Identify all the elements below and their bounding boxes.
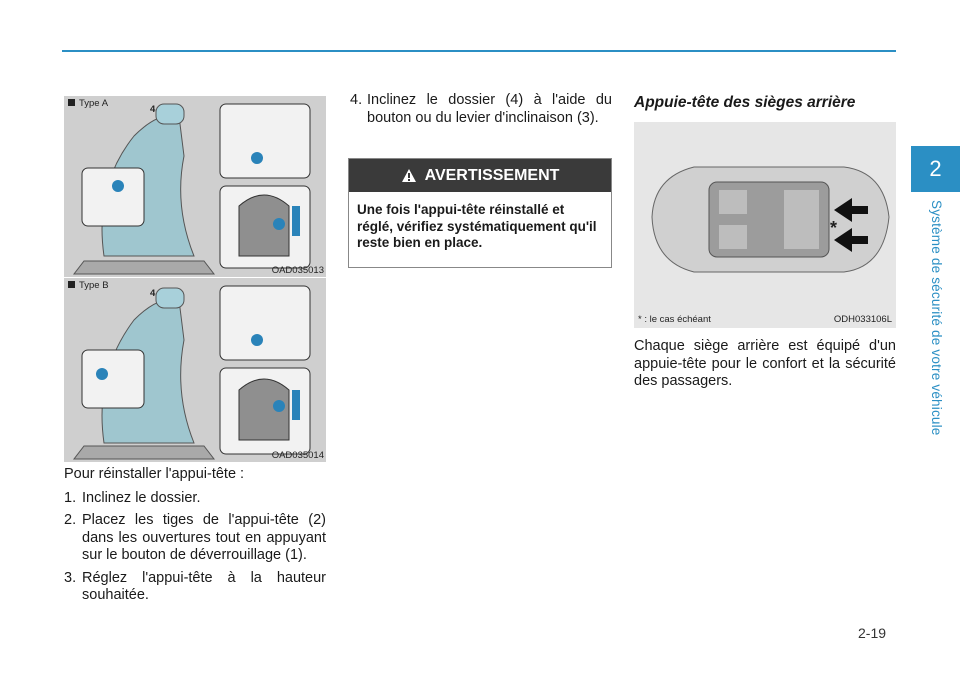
list-item: 4. Inclinez le dossier (4) à l'aide du bouton ou du levier d'inclinaison (3). (350, 92, 612, 126)
callout-4: 4 (150, 104, 156, 115)
column-1-text (64, 466, 326, 610)
column-2-text (350, 92, 612, 127)
chapter-number-tab: 2 (911, 146, 960, 192)
figure-a-label: Type A (79, 98, 109, 109)
car-top-view-illustration (634, 122, 896, 328)
chapter-title: Système de sécurité de votre véhicule (929, 200, 944, 436)
body-text: Chaque siège arrière est équipé d'un appuie-tête pour le confort et la sécurité des passagers. (634, 338, 896, 389)
list-item: 1. Inclinez le dossier. (64, 489, 201, 506)
figure-b-label: Type B (79, 280, 109, 291)
seat-illustration-b (64, 278, 326, 462)
page-number: 2-19 (858, 625, 887, 641)
figure-note: * : le cas échéant (638, 314, 711, 325)
optional-star: * (830, 218, 838, 238)
figure-type-a (64, 96, 326, 277)
callout-4: 4 (150, 288, 156, 299)
intro-text: Pour réinstaller l'appui-tête : (64, 466, 245, 482)
warning-text: Une fois l'appui-tête réinstallé et réglé, vérifiez systématiquement qu'il reste bien en place. (357, 202, 597, 250)
figure-a-code: OAD035013 (271, 265, 324, 276)
figure-code: ODH033106L (833, 314, 892, 325)
figure-b-code: OAD035014 (271, 450, 324, 461)
list-item: 3. Réglez l'appui-tête à la hauteur souhaitée. (64, 569, 326, 603)
section-title: Appuie-tête des sièges arrière (634, 94, 856, 111)
list-item: 2. Placez les tiges de l'appui-tête (2) dans les ouvertures tout en appuyant sur le bouton de déverrouillage (1). (64, 512, 326, 563)
figure-type-b (64, 278, 326, 462)
warning-title: AVERTISSEMENT (424, 166, 560, 184)
rear-headrest-figure (634, 122, 896, 328)
seat-illustration-a (64, 96, 326, 277)
header-rule (62, 50, 896, 52)
steps-list (64, 490, 326, 605)
warning-box (348, 158, 612, 268)
warning-icon (401, 168, 417, 183)
